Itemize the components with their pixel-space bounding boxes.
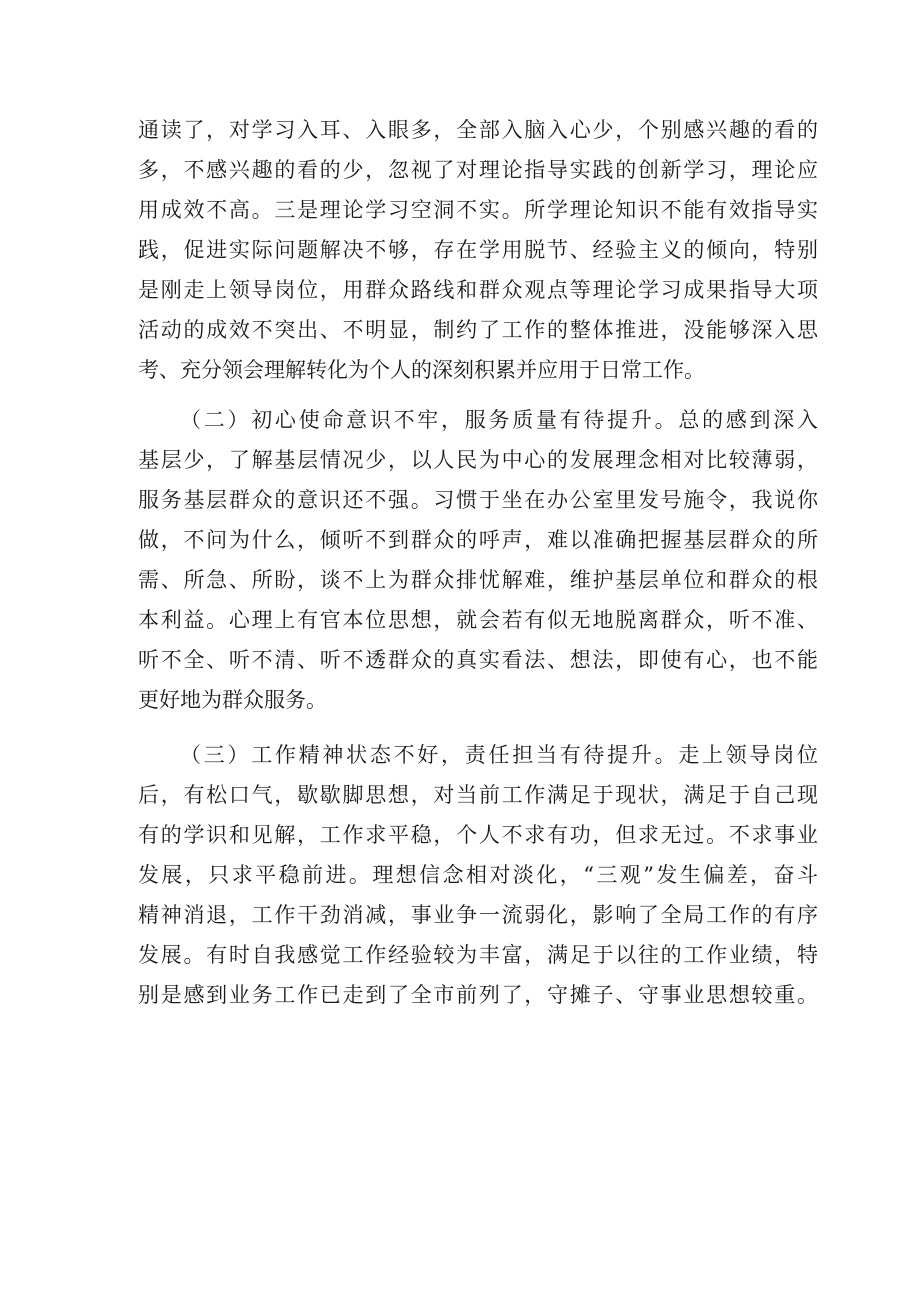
text-line: 多，不感兴趣的看的少，忽视了对理论指导实践的创新学习，理论应 <box>138 158 818 182</box>
text-line: 考、充分领会理解转化为个人的深刻积累并应用于日常工作。 <box>138 358 705 382</box>
text-line: 服务基层群众的意识还不强。习惯于坐在办公室里发号施令，我说你 <box>138 488 818 512</box>
text-line: 做，不问为什么，倾听不到群众的呼声，难以准确把握基层群众的所 <box>138 528 818 552</box>
text-line: 活动的成效不突出、不明显，制约了工作的整体推进，没能够深入思 <box>138 318 818 342</box>
text-line: 发展，只求平稳前进。理想信念相对淡化，“三观”发生偏差，奋斗 <box>138 863 818 887</box>
text-line: 践，促进实际问题解决不够，存在学用脱节、经验主义的倾向，特别 <box>138 238 818 262</box>
text-line: 有的学识和见解，工作求平稳，个人不求有功，但求无过。不求事业 <box>138 823 818 847</box>
text-line: 精神消退，工作干劲消减，事业争一流弱化，影响了全局工作的有序 <box>138 903 818 927</box>
text-line: 通读了，对学习入耳、入眼多，全部入脑入心少，个别感兴趣的看的 <box>138 118 818 142</box>
paragraph-heading-line: （二）初心使命意识不牢，服务质量有待提升。总的感到深入 <box>180 408 818 432</box>
text-line: 用成效不高。三是理论学习空洞不实。所学理论知识不能有效指导实 <box>138 198 818 222</box>
text-line: 发展。有时自我感觉工作经验较为丰富，满足于以往的工作业绩，特 <box>138 943 818 967</box>
text-line: 后，有松口气，歇歇脚思想，对当前工作满足于现状，满足于自己现 <box>138 783 818 807</box>
text-line: 听不全、听不清、听不透群众的真实看法、想法，即使有心，也不能 <box>138 648 818 672</box>
text-line: 需、所急、所盼，谈不上为群众排忧解难，维护基层单位和群众的根 <box>138 568 818 592</box>
text-line: 是刚走上领导岗位，用群众路线和群众观点等理论学习成果指导大项 <box>138 278 818 302</box>
paragraph-heading-line: （三）工作精神状态不好，责任担当有待提升。走上领导岗位 <box>180 743 818 767</box>
text-line: 别是感到业务工作已走到了全市前列了，守摊子、守事业思想较重。 <box>138 983 818 1007</box>
text-line: 本利益。心理上有官本位思想，就会若有似无地脱离群众，听不准、 <box>138 608 818 632</box>
text-line: 更好地为群众服务。 <box>138 688 327 712</box>
text-line: 基层少，了解基层情况少，以人民为中心的发展理念相对比较薄弱， <box>138 448 818 472</box>
